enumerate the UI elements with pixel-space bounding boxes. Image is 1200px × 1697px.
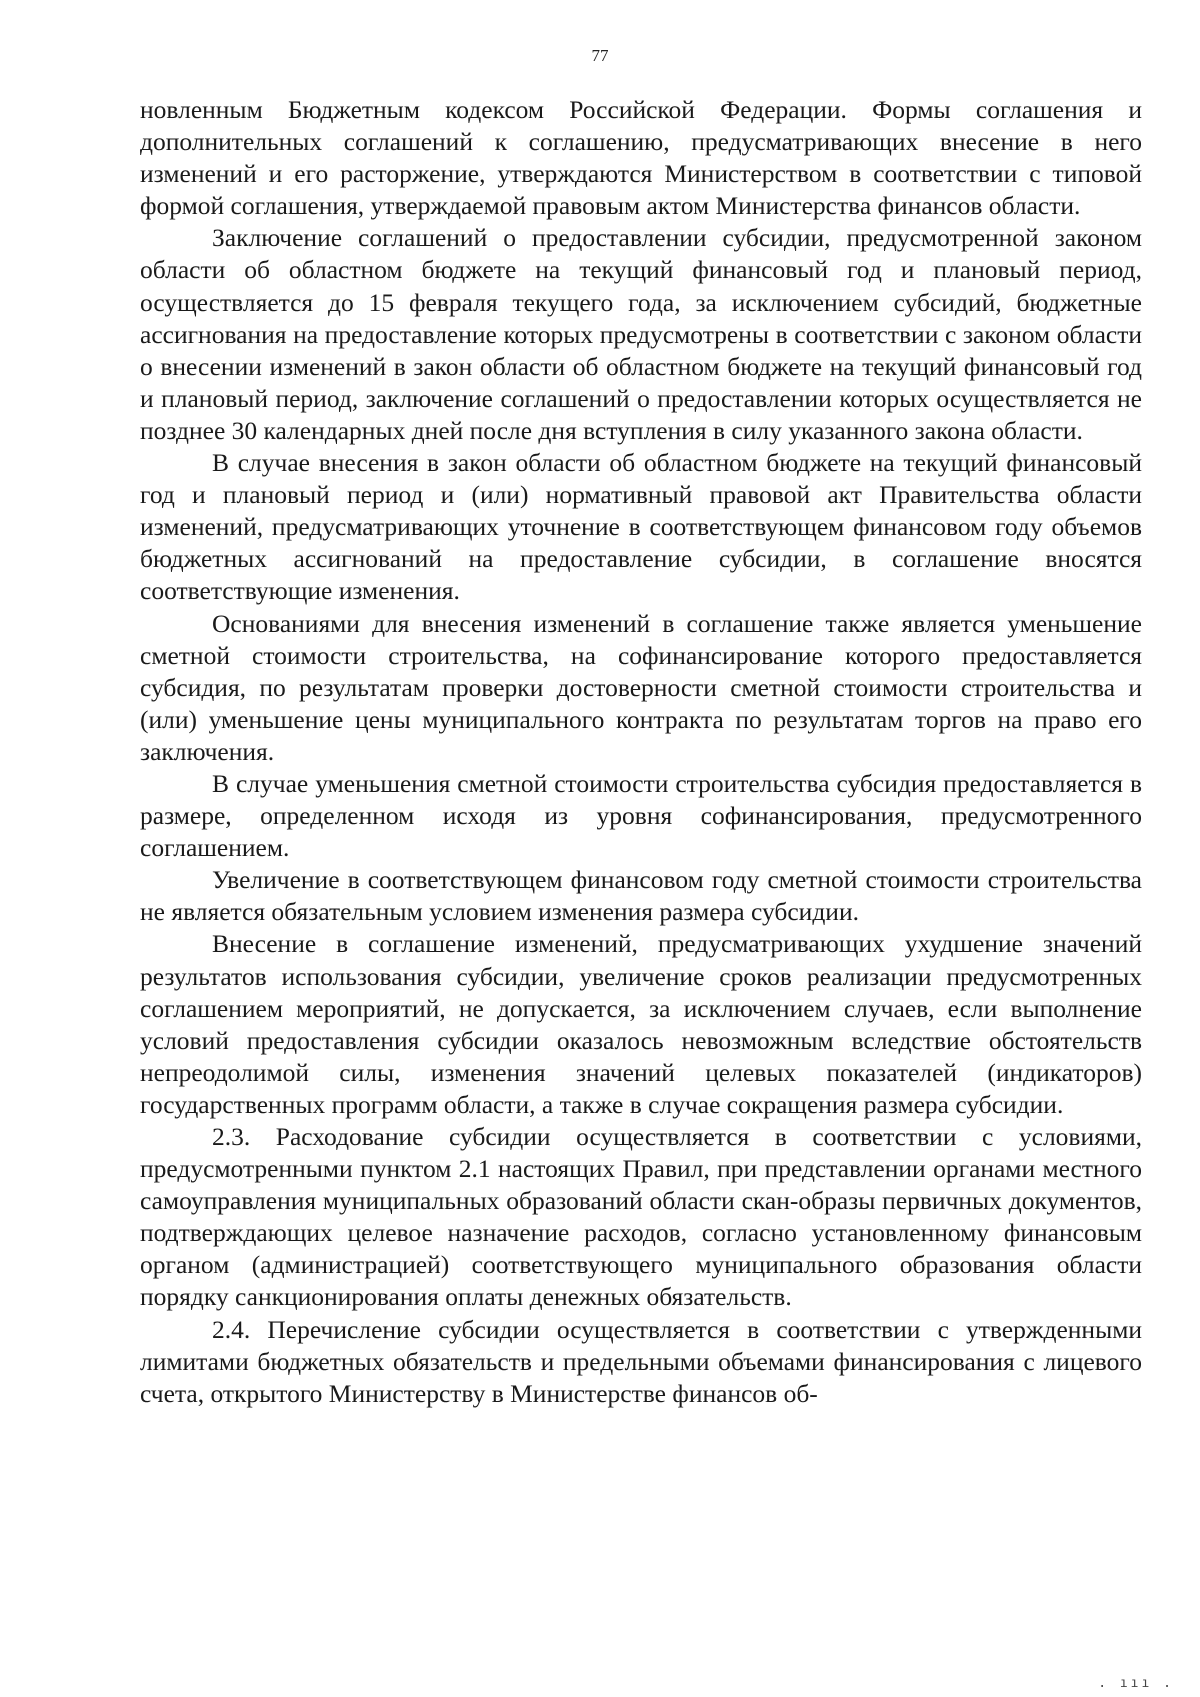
paragraph-section-2-4: 2.4. Перечисление субсидии осуществляется в соответствии с утвержденными лимитами бюджетных обязательств и предельными объемами финансирования с лицевого счета, открытого Министерству в Министерстве финансов об- xyxy=(140,1314,1142,1408)
paragraph-grounds-for-changes: Основаниями для внесения изменений в соглашение также является уменьшение сметной стоимости строительства, на софинансирование которого предоставляется субсидия, по результатам проверки достоверности сметной стоимости строительства и (или) уменьшение цены муниципального контракта по результатам торгов на право его заключения. xyxy=(140,608,1142,766)
paragraph-agreement-conclusion: Заключение соглашений о предоставлении субсидии, предусмотренной законом области об областном бюджете на текущий финансовый год и плановый период, осуществляется до 15 февраля текущего года, за исключением субсидий, бюджетные ассигнования на предоставление которых предусмотрены в соответствии с законом области о внесении изменений в закон области об областном бюджете на текущий финансовый год и плановый период, заключение соглашений о предоставлении которых осуществляется не позднее 30 календарных дней после дня вступления в силу указанного закона области. xyxy=(140,223,1142,445)
paragraph-section-2-3: 2.3. Расходование субсидии осуществляется в соответствии с условиями, предусмотренными пунктом 2.1 настоящих Правил, при представлении органами местного самоуправления муниципальных образований области скан-образы первичных документов, подтверждающих целевое назначение расходов, согласно установленному финансовым органом (администрацией) соответствующего муниципального образования области порядку санкционирования оплаты денежных обязательств. xyxy=(140,1122,1142,1312)
paragraph-cost-reduction: В случае уменьшения сметной стоимости строительства субсидия предоставляется в размере, определенном исходя из уровня софинансирования, предусмотренного соглашением. xyxy=(140,768,1142,863)
document-body xyxy=(140,94,1142,1410)
page-number: 77 xyxy=(591,46,609,65)
paragraph-cost-increase: Увеличение в соответствующем финансовом году сметной стоимости строительства не является обязательным условием изменения размера субсидии. xyxy=(140,865,1142,927)
scan-edge-marks: . ııı . xyxy=(1098,1676,1174,1691)
paragraph-budget-law-changes: В случае внесения в закон области об областном бюджете на текущий финансовый год и плановый период и (или) нормативный правовой акт Правительства области изменений, предусматривающих уточнение в соответствующем финансовом году объемов бюджетных ассигнований на предоставление субсидии, в соглашение вносятся соответствующие изменения. xyxy=(140,448,1142,606)
paragraph-continuation: новленным Бюджетным кодексом Российской Федерации. Формы соглашения и дополнительных соглашений к соглашению, предусматривающих внесение в него изменений и его расторжение, утверждаются Министерством в соответствии с типовой формой соглашения, утверждаемой правовым актом Министерства финансов области. xyxy=(140,95,1142,221)
paragraph-changes-prohibited: Внесение в соглашение изменений, предусматривающих ухудшение значений результатов использования субсидии, увеличение сроков реализации предусмотренных соглашением мероприятий, не допускается, за исключением случаев, если выполнение условий предоставления субсидии оказалось невозможным вследствие обстоятельств непреодолимой силы, изменения значений целевых показателей (индикаторов) государственных программ области, а также в случае сокращения размера субсидии. xyxy=(140,929,1142,1119)
